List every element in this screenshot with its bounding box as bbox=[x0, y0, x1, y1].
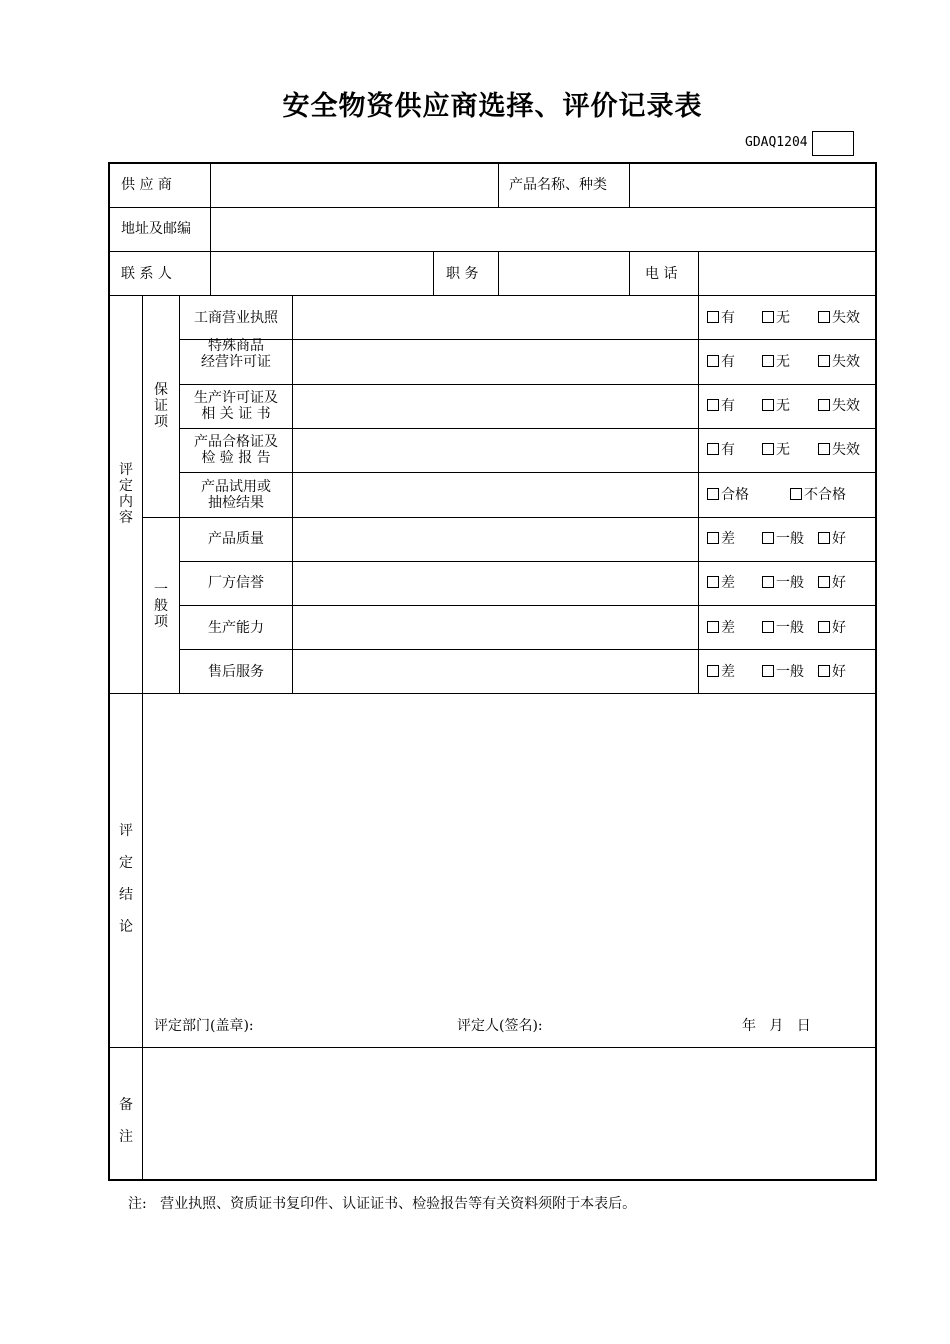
checkbox-icon bbox=[762, 443, 774, 455]
divider bbox=[109, 207, 876, 208]
position-input[interactable] bbox=[508, 256, 628, 294]
guarantee-item-label: 产品试用或 bbox=[201, 479, 271, 495]
option-label: 差 bbox=[721, 531, 735, 547]
divider bbox=[109, 1047, 876, 1048]
remarks-label: 备注 bbox=[119, 1097, 133, 1145]
evaluating-dept-label: 评定部门(盖章): bbox=[154, 1018, 254, 1034]
checkbox-option[interactable] bbox=[818, 442, 860, 458]
checkbox-option[interactable] bbox=[707, 354, 735, 370]
divider bbox=[433, 251, 434, 295]
divider bbox=[179, 605, 876, 606]
guarantee-item-label: 工商营业执照 bbox=[194, 310, 278, 326]
option-label: 失效 bbox=[832, 442, 860, 458]
guarantee-item-label: 产品合格证及 bbox=[194, 434, 278, 450]
checkbox-icon bbox=[818, 311, 830, 323]
supplier-label: 供 应 商 bbox=[121, 177, 172, 193]
checkbox-option[interactable] bbox=[818, 310, 860, 326]
checkbox-option[interactable] bbox=[818, 620, 846, 636]
checkbox-icon bbox=[762, 399, 774, 411]
guarantee-item-label: 相 关 证 书 bbox=[201, 406, 271, 422]
evaluation-content-label: 评定内容 bbox=[119, 462, 133, 526]
checkbox-option[interactable] bbox=[762, 354, 790, 370]
option-label: 一般 bbox=[776, 664, 804, 680]
date-label: 年 月 日 bbox=[742, 1018, 811, 1034]
checkbox-icon bbox=[707, 665, 719, 677]
checkbox-option[interactable] bbox=[818, 398, 860, 414]
checkbox-icon bbox=[707, 488, 719, 500]
option-label: 差 bbox=[721, 664, 735, 680]
guarantee-item-label: 特殊商品 bbox=[208, 338, 264, 354]
general-item-label: 厂方信誉 bbox=[208, 575, 264, 591]
contact-label: 联 系 人 bbox=[121, 266, 172, 282]
checkbox-icon bbox=[762, 311, 774, 323]
evaluator-label: 评定人(签名): bbox=[457, 1018, 543, 1034]
checkbox-icon bbox=[762, 355, 774, 367]
checkbox-option[interactable] bbox=[762, 531, 804, 547]
page-title: 安全物资供应商选择、评价记录表 bbox=[282, 91, 703, 122]
border-bottom bbox=[108, 1179, 877, 1181]
border-top bbox=[108, 162, 877, 164]
option-label: 无 bbox=[776, 442, 790, 458]
border-left bbox=[108, 162, 110, 1181]
divider bbox=[109, 295, 876, 296]
option-label: 不合格 bbox=[804, 487, 846, 503]
general-item-label: 生产能力 bbox=[208, 620, 264, 636]
divider bbox=[142, 517, 876, 518]
checkbox-option[interactable] bbox=[818, 575, 846, 591]
option-label: 一般 bbox=[776, 575, 804, 591]
form-code: GDAQ1204 bbox=[745, 135, 808, 150]
checkbox-option[interactable] bbox=[707, 487, 749, 503]
option-label: 失效 bbox=[832, 398, 860, 414]
address-label: 地址及邮编 bbox=[121, 221, 191, 237]
option-label: 有 bbox=[721, 442, 735, 458]
checkbox-icon bbox=[818, 665, 830, 677]
divider bbox=[179, 428, 876, 429]
guarantee-item-label: 检 验 报 告 bbox=[201, 450, 271, 466]
phone-label: 电 话 bbox=[645, 266, 678, 282]
divider bbox=[179, 649, 876, 650]
checkbox-icon bbox=[818, 532, 830, 544]
divider bbox=[109, 693, 876, 694]
conclusion-label: 评定结论 bbox=[119, 823, 133, 935]
checkbox-icon bbox=[818, 355, 830, 367]
checkbox-icon bbox=[818, 621, 830, 633]
guarantee-item-label: 经营许可证 bbox=[201, 354, 271, 370]
checkbox-option[interactable] bbox=[762, 398, 790, 414]
divider bbox=[109, 251, 876, 252]
checkbox-option[interactable] bbox=[707, 664, 735, 680]
option-label: 合格 bbox=[721, 487, 749, 503]
supplier-input[interactable] bbox=[221, 168, 497, 206]
remarks-input[interactable] bbox=[146, 1052, 872, 1176]
checkbox-icon bbox=[707, 443, 719, 455]
checkbox-icon bbox=[762, 576, 774, 588]
checkbox-icon bbox=[818, 576, 830, 588]
checkbox-icon bbox=[707, 311, 719, 323]
checkbox-icon bbox=[707, 576, 719, 588]
checkbox-option[interactable] bbox=[762, 442, 790, 458]
product-name-label: 产品名称、种类 bbox=[509, 177, 607, 193]
position-label: 职 务 bbox=[446, 266, 479, 282]
checkbox-icon bbox=[762, 532, 774, 544]
option-label: 无 bbox=[776, 354, 790, 370]
checkbox-option[interactable] bbox=[762, 664, 804, 680]
option-label: 好 bbox=[832, 575, 846, 591]
general-items-label: 一般项 bbox=[154, 582, 168, 630]
option-label: 有 bbox=[721, 310, 735, 326]
checkbox-option[interactable] bbox=[790, 487, 846, 503]
option-label: 差 bbox=[721, 620, 735, 636]
option-label: 好 bbox=[832, 531, 846, 547]
checkbox-option[interactable] bbox=[818, 664, 846, 680]
checkbox-option[interactable] bbox=[762, 620, 804, 636]
option-label: 无 bbox=[776, 398, 790, 414]
checkbox-icon bbox=[707, 532, 719, 544]
divider bbox=[698, 251, 699, 295]
conclusion-input[interactable] bbox=[146, 698, 872, 1008]
general-item-label: 售后服务 bbox=[208, 664, 264, 680]
checkbox-icon bbox=[707, 355, 719, 367]
option-label: 好 bbox=[832, 620, 846, 636]
checkbox-icon bbox=[762, 621, 774, 633]
checkbox-icon bbox=[762, 665, 774, 677]
option-label: 有 bbox=[721, 354, 735, 370]
checkbox-icon bbox=[707, 399, 719, 411]
option-label: 差 bbox=[721, 575, 735, 591]
checkbox-icon bbox=[790, 488, 802, 500]
divider bbox=[179, 561, 876, 562]
address-input[interactable] bbox=[221, 212, 874, 250]
phone-input[interactable] bbox=[708, 256, 874, 294]
divider bbox=[498, 163, 499, 207]
checkbox-option[interactable] bbox=[707, 531, 735, 547]
checkbox-option[interactable] bbox=[762, 575, 804, 591]
divider bbox=[210, 163, 211, 295]
divider bbox=[698, 295, 699, 693]
general-item-label: 产品质量 bbox=[208, 531, 264, 547]
checkbox-icon bbox=[818, 443, 830, 455]
option-label: 好 bbox=[832, 664, 846, 680]
option-label: 有 bbox=[721, 398, 735, 414]
checkbox-icon bbox=[707, 621, 719, 633]
guarantee-item-label: 抽检结果 bbox=[208, 495, 264, 511]
divider bbox=[179, 472, 876, 473]
checkbox-option[interactable] bbox=[818, 354, 860, 370]
contact-input[interactable] bbox=[221, 256, 431, 294]
option-label: 失效 bbox=[832, 310, 860, 326]
divider bbox=[629, 251, 630, 295]
checkbox-option[interactable] bbox=[707, 620, 735, 636]
option-label: 无 bbox=[776, 310, 790, 326]
option-label: 一般 bbox=[776, 531, 804, 547]
checkbox-icon bbox=[818, 399, 830, 411]
divider bbox=[498, 251, 499, 295]
divider bbox=[629, 163, 630, 207]
product-name-input[interactable] bbox=[640, 168, 874, 206]
option-label: 失效 bbox=[832, 354, 860, 370]
checkbox-option[interactable] bbox=[707, 398, 735, 414]
border-right bbox=[875, 162, 877, 1181]
checkbox-option[interactable] bbox=[762, 310, 790, 326]
divider bbox=[292, 295, 293, 693]
option-label: 一般 bbox=[776, 620, 804, 636]
checkbox-option[interactable] bbox=[707, 442, 735, 458]
divider bbox=[179, 384, 876, 385]
checkbox-option[interactable] bbox=[818, 531, 846, 547]
checkbox-option[interactable] bbox=[707, 310, 735, 326]
checkbox-option[interactable] bbox=[707, 575, 735, 591]
guarantee-items-label: 保证项 bbox=[154, 382, 168, 430]
footnote: 注: 营业执照、资质证书复印件、认证证书、检验报告等有关资料须附于本表后。 bbox=[128, 1196, 637, 1212]
guarantee-item-label: 生产许可证及 bbox=[194, 390, 278, 406]
